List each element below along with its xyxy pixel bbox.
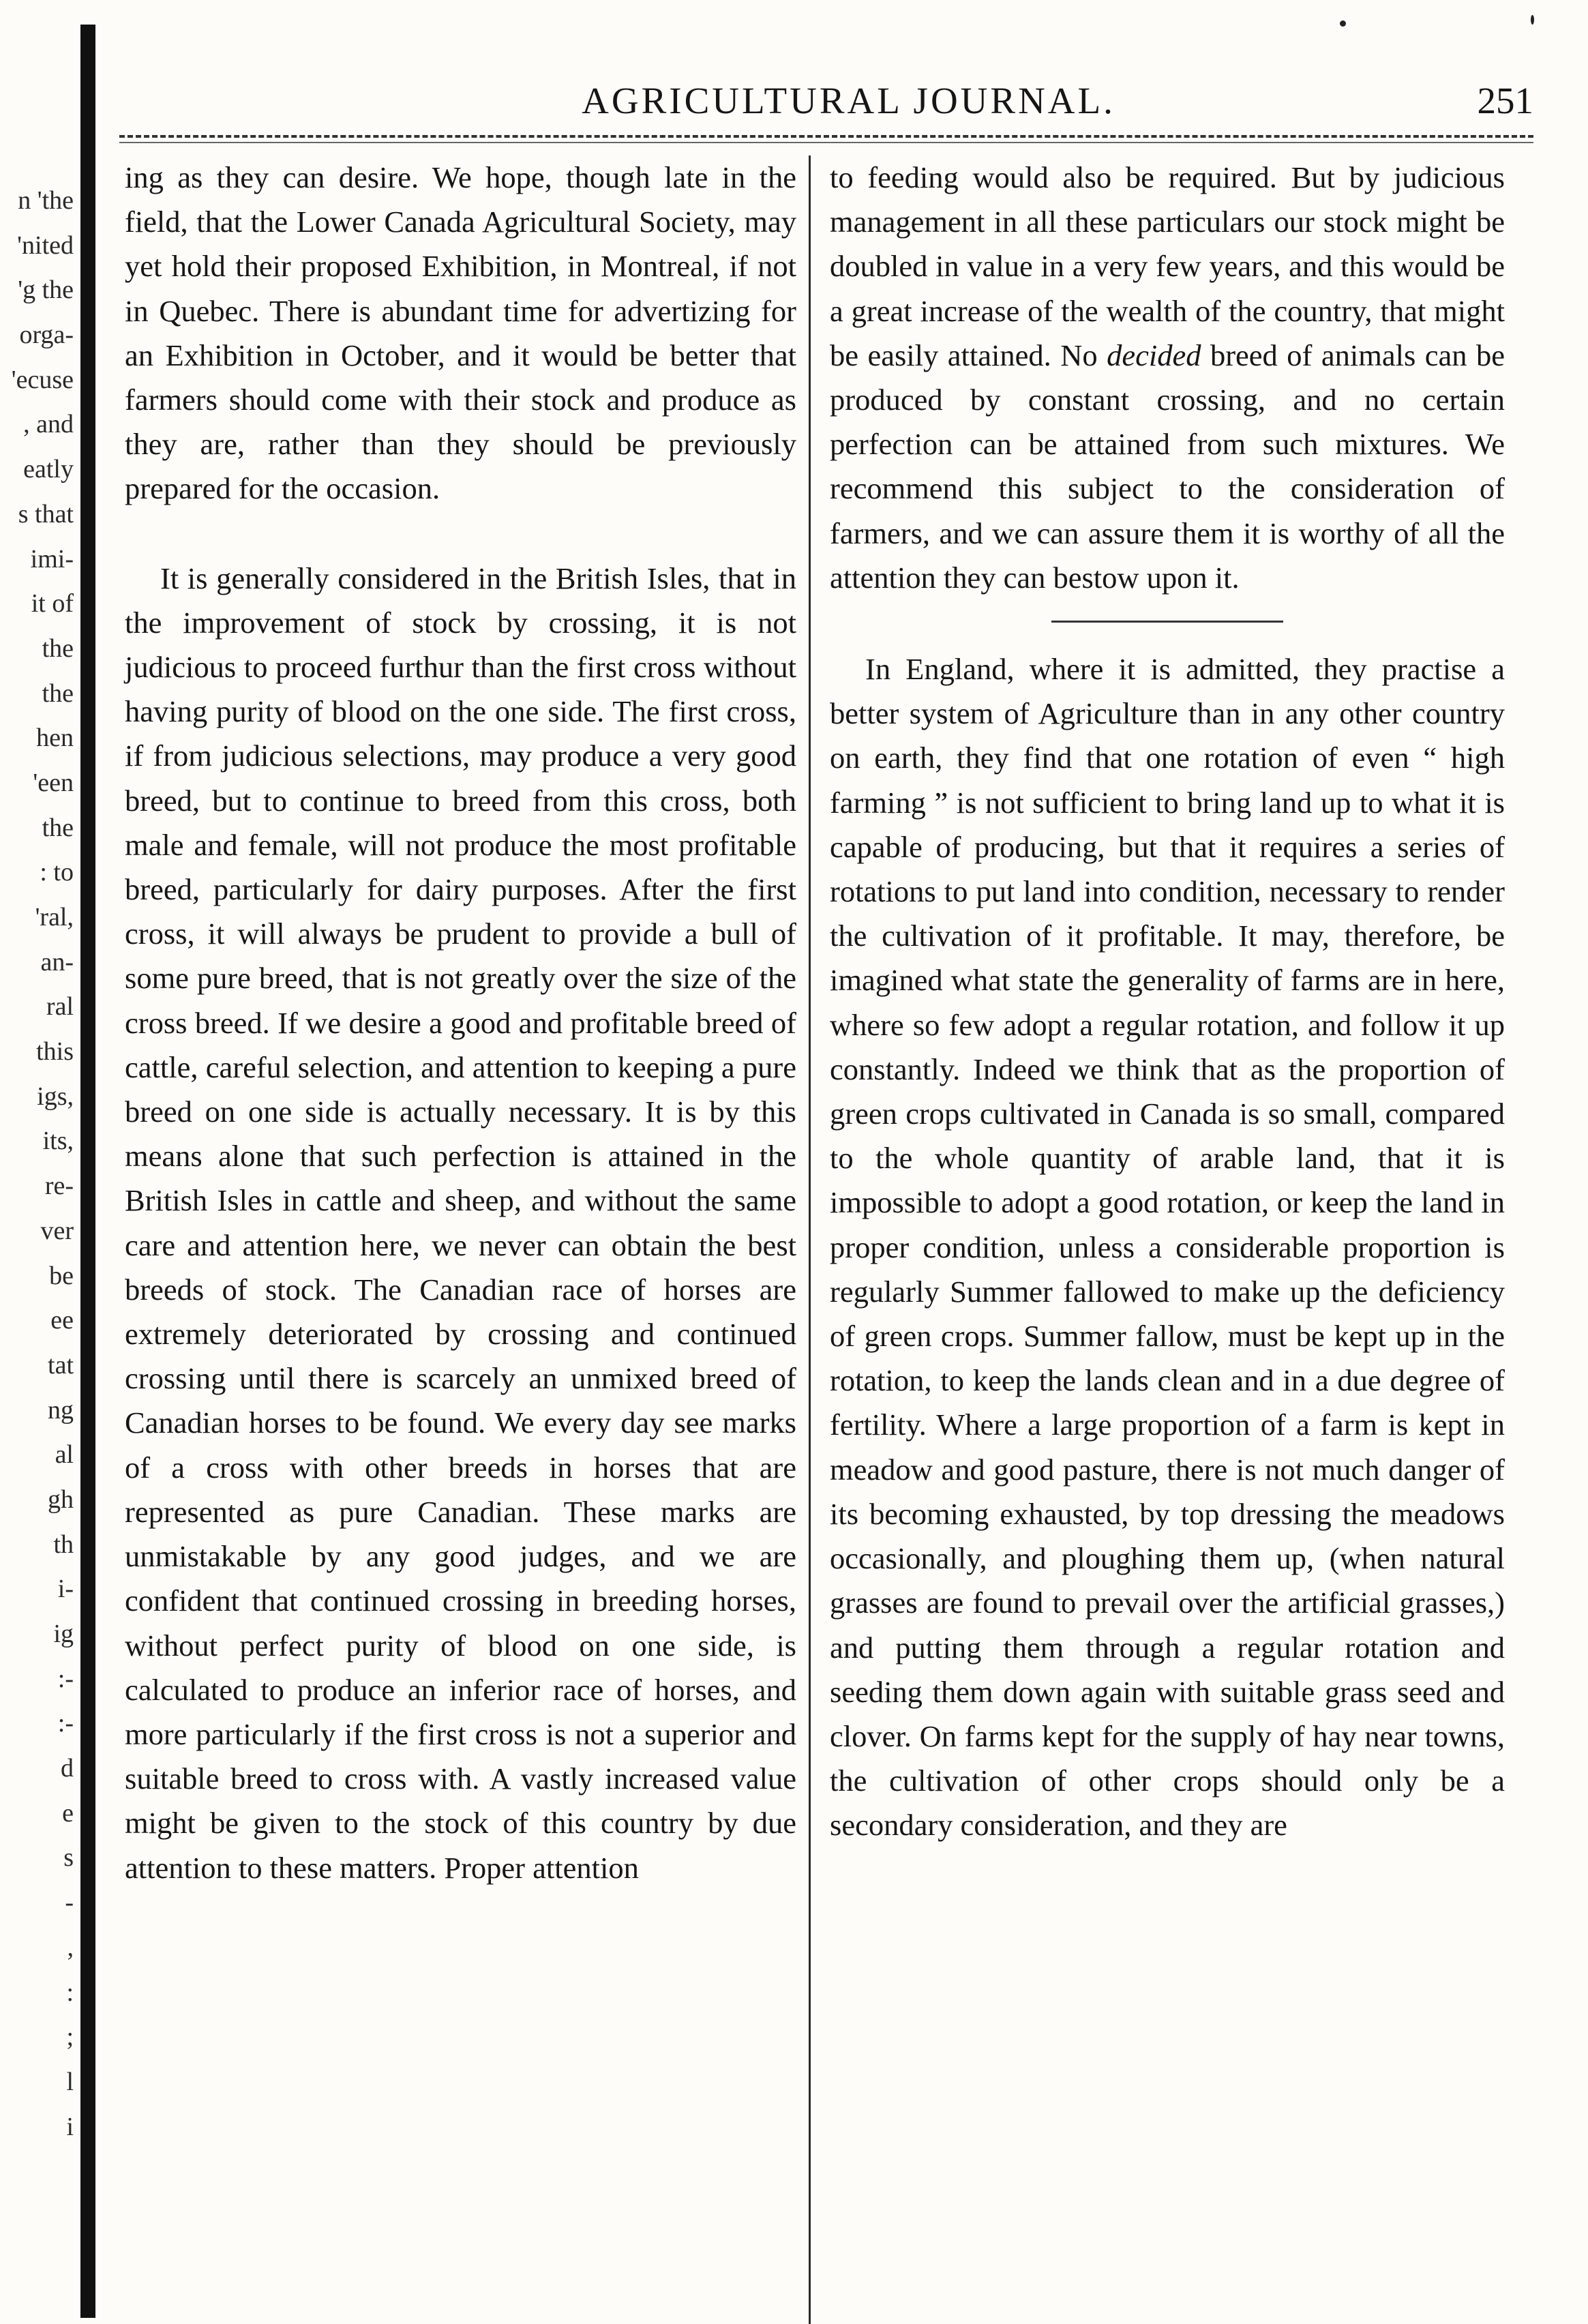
gutter-fragment: ral	[46, 992, 74, 1022]
gutter-fragment: e	[62, 1798, 74, 1828]
gutter-fragment: 'ral,	[35, 903, 74, 932]
facing-page-fragments	[0, 179, 74, 2149]
gutter-fragment: its,	[42, 1127, 74, 1156]
gutter-fragment: re-	[44, 1172, 74, 1201]
right-column	[830, 155, 1505, 1848]
gutter-fragment: i	[66, 2112, 74, 2141]
page-number: 251	[1477, 80, 1533, 121]
gutter-fragment: l	[66, 2067, 74, 2096]
gutter-fragment: the	[42, 813, 74, 842]
gutter-fragment: :-	[57, 1664, 74, 1693]
header-rule	[119, 135, 1533, 143]
gutter-fragment: 'een	[33, 768, 74, 797]
left-column	[125, 155, 796, 1890]
gutter-fragment: this	[36, 1037, 74, 1067]
gutter-fragment: al	[55, 1440, 74, 1470]
paragraph: It is generally considered in the British Isles, that in the improvement of stock by crossing, it is not judicious to proceed furthur than the first cross without having purity of blood on the one side. The first cross, if from judicious selections, may produce a very good breed, but to continue to breed from this cross, both male and female, will not produce the most profitable breed, particularly for dairy purposes. After the first cross, it will always be prudent to provide a bull of some pure breed, that is not greatly over the size of the cross breed. If we desire a good and profitable breed of cattle, careful selection, and attention to keeping a pure breed on one side is actually necessary. It is by this means alone that such perfection is attained in the British Isles in cattle and sheep, and without the same care and attention here, we never can obtain the best breeds of stock. The Canadian race of horses are extremely deteriorated by crossing and continued crossing until there is scarcely an unmixed breed of Canadian horses to be found. We every day see marks of a cross with other breeds in horses that are represented as pure Canadian. These marks are unmistakable by any good judges, and we are confident that continued crossing in breeding horses, without perfect purity of blood on one side, is calculated to produce an inferior race of horses, and more particularly if the first cross is not a superior and suitable breed to cross with. A vastly increased value might be given to the stock of this country by due attention to these matters. Proper attention	[125, 561, 796, 1885]
column-divider	[809, 155, 811, 2324]
gutter-fragment: ver	[40, 1216, 74, 1245]
paragraph	[830, 155, 1505, 600]
gutter-fragment: n 'the	[18, 186, 74, 215]
gutter-fragment: s that	[18, 499, 74, 528]
gutter-fragment: imi-	[30, 544, 74, 573]
binding-margin-bar	[80, 25, 95, 2318]
gutter-fragment: ;	[66, 2023, 74, 2052]
running-title: AGRICULTURAL JOURNAL.	[582, 80, 1115, 121]
gutter-fragment: 'g the	[18, 275, 74, 305]
gutter-fragment: ,	[67, 1933, 74, 1962]
gutter-fragment: be	[49, 1261, 74, 1290]
gutter-fragment: : to	[40, 858, 74, 887]
gutter-fragment: -	[65, 1888, 74, 1918]
gutter-fragment: orga-	[19, 321, 74, 350]
gutter-fragment: the	[42, 679, 74, 708]
gutter-fragment: :	[66, 1978, 74, 2007]
gutter-fragment: ig	[53, 1620, 74, 1648]
paragraph-text: breed of animals can be produced by constant crossing, and no certain perfection can be attained from such mixtures. We recommend this subject to the consideration of farmers, and we can assure them it is worthy of all the attention they can bestow upon it.	[830, 338, 1505, 595]
gutter-fragment: 'ecuse	[11, 365, 74, 394]
gutter-fragment: the	[42, 634, 74, 663]
gutter-fragment: eatly	[23, 455, 74, 484]
gutter-fragment: an-	[40, 947, 74, 977]
paragraph: ing as they can desire. We hope, though late in the field, that the Lower Canada Agricultural Society, may yet hold their proposed Exhibition, in Montreal, if not in Quebec. There is abundant time for advertizing for an Exhibition in October, and it would be better that farmers should come with their stock and produce as they are, rather than they should be previously prepared for the occasion.	[125, 160, 796, 506]
gutter-fragment: igs,	[37, 1082, 74, 1111]
emphasis: decided	[1107, 338, 1201, 372]
gutter-fragment: i-	[57, 1575, 74, 1604]
gutter-fragment: ee	[50, 1306, 74, 1335]
gutter-fragment: 'nited	[17, 230, 74, 260]
ink-speck	[1340, 20, 1346, 27]
gutter-fragment: gh	[48, 1485, 74, 1514]
section-rule	[1051, 621, 1283, 623]
page-header	[109, 74, 1533, 128]
gutter-fragment: ng	[48, 1395, 74, 1425]
gutter-fragment: :-	[57, 1709, 74, 1738]
paragraph: In England, where it is admitted, they practise a better system of Agriculture than in any other country on earth, they find that one rotation of even “ high farming ” is not sufficient to bring land up to what it is capable of producing, but that it requires a series of rotations to put land into condition, necessary to render the cultivation of it profitable. It may, therefore, be imagined what state the generality of farms are in here, where so few adopt a regular rotation, and follow it up constantly. Indeed we think that as the proportion of green crops cultivated in Canada is so small, compared to the whole quantity of arable land, that it is impossible to adopt a good rotation, or keep the land in proper condition, unless a considerable proportion is regularly Summer fallowed to make up the deficiency of green crops. Summer fallow, must be kept up in the rotation, to keep the lands clean and in a due degree of fertility. Where a large proportion of a farm is kept in meadow and good pasture, there is not much danger of its becoming exhausted, by top dressing the meadows occasionally, and ploughing them up, (when natural grasses are found to prevail over the artificial grasses,) and putting them through a regular rotation and seeding them down again with suitable grass seed and clover. On farms kept for the supply of hay near towns, the cultivation of other crops should only be a secondary consideration, and they are	[830, 652, 1505, 1843]
gutter-fragment: it of	[31, 589, 74, 619]
gutter-fragment: tat	[48, 1350, 74, 1380]
gutter-fragment: hen	[36, 724, 74, 753]
gutter-fragment: th	[53, 1530, 74, 1559]
gutter-fragment: , and	[23, 410, 74, 439]
gutter-fragment: s	[63, 1843, 74, 1873]
gutter-fragment: d	[61, 1754, 74, 1783]
paragraph-text: to feeding would also be required. But by judicious management in all these particulars our stock might be doubled in value in a very few years, and this would be a great increase of the wealth of the country, that might be easily attained. No	[830, 160, 1505, 372]
ink-speck	[1531, 15, 1534, 25]
